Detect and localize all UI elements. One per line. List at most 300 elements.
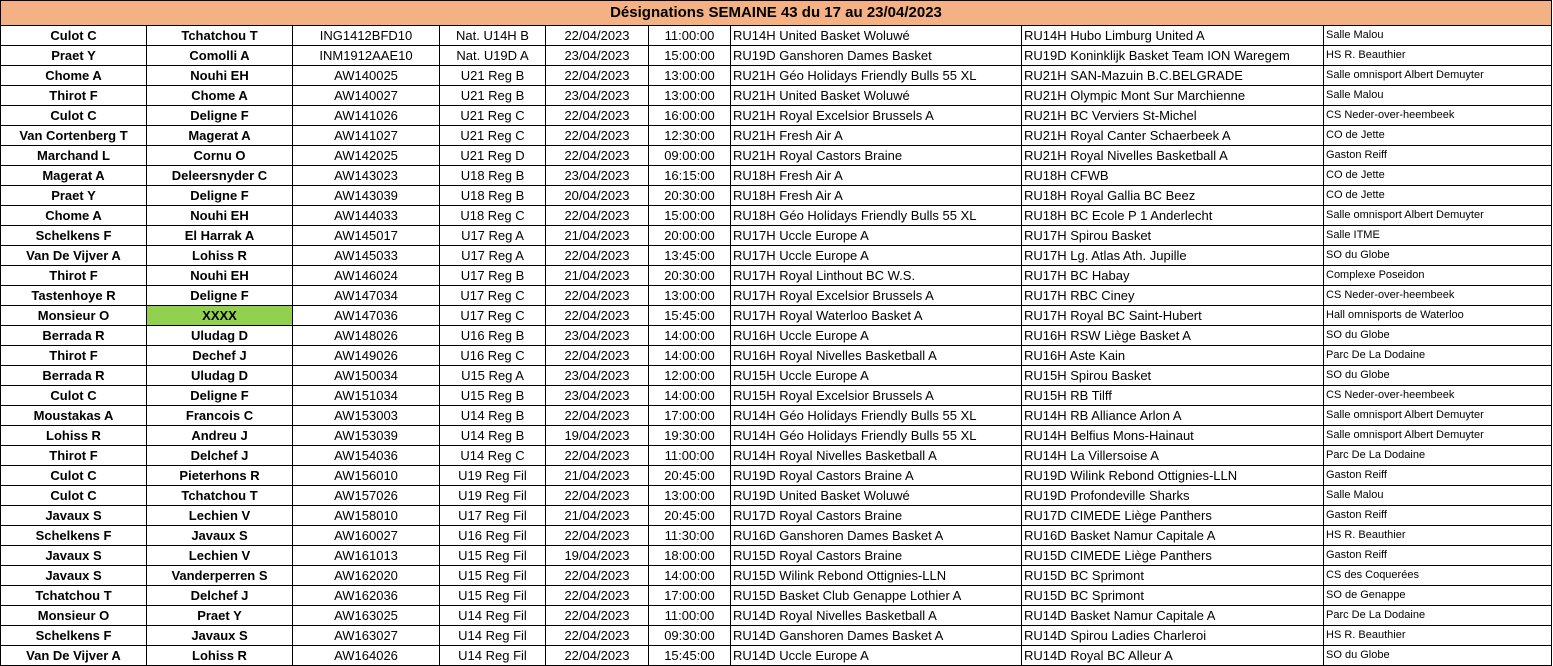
referee-2-cell: Comolli A bbox=[147, 46, 293, 66]
date-cell: 22/04/2023 bbox=[546, 346, 649, 366]
division-cell: U18 Reg B bbox=[440, 186, 546, 206]
date-cell: 22/04/2023 bbox=[546, 446, 649, 466]
referee-1-cell: Javaux S bbox=[1, 566, 147, 586]
table-row bbox=[1, 206, 1552, 226]
referee-2-cell: Nouhi EH bbox=[147, 66, 293, 86]
time-cell: 14:00:00 bbox=[649, 346, 731, 366]
away-team-cell: RU19D Koninklijk Basket Team ION Waregem bbox=[1022, 46, 1324, 66]
date-cell: 19/04/2023 bbox=[546, 426, 649, 446]
table-row bbox=[1, 626, 1552, 646]
table-row bbox=[1, 46, 1552, 66]
away-team-cell: RU21H SAN-Mazuin B.C.BELGRADE bbox=[1022, 66, 1324, 86]
referee-1-cell: Praet Y bbox=[1, 46, 147, 66]
home-team-cell: RU17D Royal Castors Braine bbox=[731, 506, 1022, 526]
home-team-cell: RU14D Royal Nivelles Basketball A bbox=[731, 606, 1022, 626]
date-cell: 22/04/2023 bbox=[546, 486, 649, 506]
away-team-cell: RU18H CFWB bbox=[1022, 166, 1324, 186]
division-cell: U16 Reg B bbox=[440, 326, 546, 346]
division-cell: U19 Reg Fil bbox=[440, 486, 546, 506]
match-code-cell: AW145033 bbox=[293, 246, 440, 266]
venue-cell: SO du Globe bbox=[1324, 246, 1552, 266]
match-code-cell: AW164026 bbox=[293, 646, 440, 666]
referee-2-cell: Javaux S bbox=[147, 526, 293, 546]
home-team-cell: RU19D Ganshoren Dames Basket bbox=[731, 46, 1022, 66]
match-code-cell: AW160027 bbox=[293, 526, 440, 546]
home-team-cell: RU17H Royal Waterloo Basket A bbox=[731, 306, 1022, 326]
time-cell: 12:30:00 bbox=[649, 126, 731, 146]
match-code-cell: AW141026 bbox=[293, 106, 440, 126]
venue-cell: Gaston Reiff bbox=[1324, 146, 1552, 166]
home-team-cell: RU21H Royal Excelsior Brussels A bbox=[731, 106, 1022, 126]
venue-cell: CO de Jette bbox=[1324, 126, 1552, 146]
home-team-cell: RU14H Géo Holidays Friendly Bulls 55 XL bbox=[731, 426, 1022, 446]
home-team-cell: RU19D United Basket Woluwé bbox=[731, 486, 1022, 506]
table-row bbox=[1, 546, 1552, 566]
division-cell: U17 Reg C bbox=[440, 286, 546, 306]
home-team-cell: RU19D Royal Castors Braine A bbox=[731, 466, 1022, 486]
venue-cell: Salle Malou bbox=[1324, 26, 1552, 46]
time-cell: 19:30:00 bbox=[649, 426, 731, 446]
table-row bbox=[1, 606, 1552, 626]
table-row bbox=[1, 286, 1552, 306]
away-team-cell: RU21H Royal Canter Schaerbeek A bbox=[1022, 126, 1324, 146]
match-code-cell: AW143023 bbox=[293, 166, 440, 186]
referee-1-cell: Tastenhoye R bbox=[1, 286, 147, 306]
away-team-cell: RU15H Spirou Basket bbox=[1022, 366, 1324, 386]
away-team-cell: RU17H RBC Ciney bbox=[1022, 286, 1324, 306]
home-team-cell: RU21H United Basket Woluwé bbox=[731, 86, 1022, 106]
venue-cell: Gaston Reiff bbox=[1324, 466, 1552, 486]
match-code-cell: AW141027 bbox=[293, 126, 440, 146]
referee-1-cell: Tchatchou T bbox=[1, 586, 147, 606]
title-row bbox=[1, 1, 1552, 26]
date-cell: 22/04/2023 bbox=[546, 126, 649, 146]
table-row bbox=[1, 346, 1552, 366]
time-cell: 13:00:00 bbox=[649, 86, 731, 106]
time-cell: 14:00:00 bbox=[649, 386, 731, 406]
referee-2-cell: Javaux S bbox=[147, 626, 293, 646]
match-code-cell: AW143039 bbox=[293, 186, 440, 206]
time-cell: 15:45:00 bbox=[649, 306, 731, 326]
away-team-cell: RU14H Belfius Mons-Hainaut bbox=[1022, 426, 1324, 446]
division-cell: U15 Reg B bbox=[440, 386, 546, 406]
home-team-cell: RU14D Ganshoren Dames Basket A bbox=[731, 626, 1022, 646]
referee-2-cell: Deligne F bbox=[147, 386, 293, 406]
referee-1-cell: Culot C bbox=[1, 106, 147, 126]
date-cell: 21/04/2023 bbox=[546, 226, 649, 246]
date-cell: 22/04/2023 bbox=[546, 646, 649, 666]
table-row bbox=[1, 306, 1552, 326]
venue-cell: Salle Malou bbox=[1324, 486, 1552, 506]
referee-2-cell: Delchef J bbox=[147, 586, 293, 606]
referee-2-cell: Lechien V bbox=[147, 546, 293, 566]
home-team-cell: RU18H Géo Holidays Friendly Bulls 55 XL bbox=[731, 206, 1022, 226]
time-cell: 11:00:00 bbox=[649, 26, 731, 46]
home-team-cell: RU14D Uccle Europe A bbox=[731, 646, 1022, 666]
time-cell: 14:00:00 bbox=[649, 566, 731, 586]
date-cell: 23/04/2023 bbox=[546, 366, 649, 386]
time-cell: 14:00:00 bbox=[649, 326, 731, 346]
home-team-cell: RU17H Uccle Europe A bbox=[731, 226, 1022, 246]
away-team-cell: RU16H Aste Kain bbox=[1022, 346, 1324, 366]
match-code-cell: AW146024 bbox=[293, 266, 440, 286]
time-cell: 13:00:00 bbox=[649, 66, 731, 86]
time-cell: 18:00:00 bbox=[649, 546, 731, 566]
venue-cell: CS Neder-over-heembeek bbox=[1324, 286, 1552, 306]
match-code-cell: AW150034 bbox=[293, 366, 440, 386]
away-team-cell: RU17H Royal BC Saint-Hubert bbox=[1022, 306, 1324, 326]
table-row bbox=[1, 26, 1552, 46]
home-team-cell: RU16D Ganshoren Dames Basket A bbox=[731, 526, 1022, 546]
match-code-cell: AW149026 bbox=[293, 346, 440, 366]
away-team-cell: RU17H Spirou Basket bbox=[1022, 226, 1324, 246]
referee-2-cell: Deligne F bbox=[147, 186, 293, 206]
division-cell: U18 Reg B bbox=[440, 166, 546, 186]
table-row bbox=[1, 266, 1552, 286]
time-cell: 11:30:00 bbox=[649, 526, 731, 546]
venue-cell: SO de Genappe bbox=[1324, 586, 1552, 606]
referee-1-cell: Magerat A bbox=[1, 166, 147, 186]
away-team-cell: RU18H Royal Gallia BC Beez bbox=[1022, 186, 1324, 206]
venue-cell: SO du Globe bbox=[1324, 326, 1552, 346]
date-cell: 22/04/2023 bbox=[546, 406, 649, 426]
away-team-cell: RU15D BC Sprimont bbox=[1022, 586, 1324, 606]
table-row bbox=[1, 446, 1552, 466]
time-cell: 15:00:00 bbox=[649, 206, 731, 226]
home-team-cell: RU15D Wilink Rebond Ottignies-LLN bbox=[731, 566, 1022, 586]
referee-2-cell: El Harrak A bbox=[147, 226, 293, 246]
time-cell: 09:00:00 bbox=[649, 146, 731, 166]
division-cell: U15 Reg Fil bbox=[440, 566, 546, 586]
date-cell: 23/04/2023 bbox=[546, 46, 649, 66]
referee-2-cell: Uludag D bbox=[147, 366, 293, 386]
table-row bbox=[1, 106, 1552, 126]
date-cell: 22/04/2023 bbox=[546, 286, 649, 306]
away-team-cell: RU14H La Villersoise A bbox=[1022, 446, 1324, 466]
table-row bbox=[1, 366, 1552, 386]
time-cell: 09:30:00 bbox=[649, 626, 731, 646]
division-cell: U15 Reg Fil bbox=[440, 586, 546, 606]
referee-2-cell: Delchef J bbox=[147, 446, 293, 466]
referee-2-cell: Lohiss R bbox=[147, 646, 293, 666]
time-cell: 17:00:00 bbox=[649, 406, 731, 426]
referee-2-cell: Andreu J bbox=[147, 426, 293, 446]
away-team-cell: RU14D Spirou Ladies Charleroi bbox=[1022, 626, 1324, 646]
time-cell: 16:00:00 bbox=[649, 106, 731, 126]
referee-2-cell: Tchatchou T bbox=[147, 486, 293, 506]
referee-1-cell: Berrada R bbox=[1, 326, 147, 346]
match-code-cell: AW151034 bbox=[293, 386, 440, 406]
table-row bbox=[1, 506, 1552, 526]
time-cell: 13:00:00 bbox=[649, 486, 731, 506]
away-team-cell: RU21H Olympic Mont Sur Marchienne bbox=[1022, 86, 1324, 106]
division-cell: U19 Reg Fil bbox=[440, 466, 546, 486]
table-row bbox=[1, 246, 1552, 266]
table-row bbox=[1, 466, 1552, 486]
venue-cell: Salle ITME bbox=[1324, 226, 1552, 246]
referee-1-cell: Culot C bbox=[1, 26, 147, 46]
home-team-cell: RU17H Uccle Europe A bbox=[731, 246, 1022, 266]
division-cell: U17 Reg A bbox=[440, 246, 546, 266]
referee-1-cell: Berrada R bbox=[1, 366, 147, 386]
division-cell: U18 Reg C bbox=[440, 206, 546, 226]
time-cell: 20:00:00 bbox=[649, 226, 731, 246]
home-team-cell: RU16H Uccle Europe A bbox=[731, 326, 1022, 346]
date-cell: 22/04/2023 bbox=[546, 206, 649, 226]
venue-cell: SO du Globe bbox=[1324, 646, 1552, 666]
match-code-cell: AW154036 bbox=[293, 446, 440, 466]
venue-cell: Salle Malou bbox=[1324, 86, 1552, 106]
away-team-cell: RU17D CIMEDE Liège Panthers bbox=[1022, 506, 1324, 526]
match-code-cell: AW161013 bbox=[293, 546, 440, 566]
referee-1-cell: Van De Vijver A bbox=[1, 646, 147, 666]
time-cell: 20:30:00 bbox=[649, 186, 731, 206]
referee-2-cell: Lohiss R bbox=[147, 246, 293, 266]
home-team-cell: RU14H Royal Nivelles Basketball A bbox=[731, 446, 1022, 466]
referee-2-cell: Magerat A bbox=[147, 126, 293, 146]
match-code-cell: AW153039 bbox=[293, 426, 440, 446]
division-cell: U17 Reg A bbox=[440, 226, 546, 246]
match-code-cell: AW156010 bbox=[293, 466, 440, 486]
date-cell: 21/04/2023 bbox=[546, 506, 649, 526]
time-cell: 15:00:00 bbox=[649, 46, 731, 66]
venue-cell: Gaston Reiff bbox=[1324, 506, 1552, 526]
referee-2-cell: Vanderperren S bbox=[147, 566, 293, 586]
match-code-cell: AW157026 bbox=[293, 486, 440, 506]
date-cell: 22/04/2023 bbox=[546, 526, 649, 546]
referee-2-cell: Deligne F bbox=[147, 106, 293, 126]
referee-1-cell: Schelkens F bbox=[1, 226, 147, 246]
referee-2-cell: Nouhi EH bbox=[147, 266, 293, 286]
away-team-cell: RU19D Profondeville Sharks bbox=[1022, 486, 1324, 506]
referee-1-cell: Culot C bbox=[1, 466, 147, 486]
match-code-cell: AW163025 bbox=[293, 606, 440, 626]
time-cell: 20:30:00 bbox=[649, 266, 731, 286]
referee-2-cell: XXXX bbox=[147, 306, 293, 326]
venue-cell: Parc De La Dodaine bbox=[1324, 346, 1552, 366]
division-cell: U17 Reg C bbox=[440, 306, 546, 326]
away-team-cell: RU18H BC Ecole P 1 Anderlecht bbox=[1022, 206, 1324, 226]
away-team-cell: RU16H RSW Liège Basket A bbox=[1022, 326, 1324, 346]
date-cell: 22/04/2023 bbox=[546, 246, 649, 266]
time-cell: 20:45:00 bbox=[649, 466, 731, 486]
home-team-cell: RU15D Royal Castors Braine bbox=[731, 546, 1022, 566]
date-cell: 22/04/2023 bbox=[546, 566, 649, 586]
venue-cell: CO de Jette bbox=[1324, 186, 1552, 206]
venue-cell: HS R. Beauthier bbox=[1324, 626, 1552, 646]
match-code-cell: AW162020 bbox=[293, 566, 440, 586]
venue-cell: Complexe Poseidon bbox=[1324, 266, 1552, 286]
division-cell: U15 Reg A bbox=[440, 366, 546, 386]
venue-cell: Salle omnisport Albert Demuyter bbox=[1324, 406, 1552, 426]
referee-1-cell: Thirot F bbox=[1, 446, 147, 466]
table-row bbox=[1, 566, 1552, 586]
table-row bbox=[1, 406, 1552, 426]
referee-1-cell: Thirot F bbox=[1, 266, 147, 286]
home-team-cell: RU17H Royal Linthout BC W.S. bbox=[731, 266, 1022, 286]
home-team-cell: RU21H Fresh Air A bbox=[731, 126, 1022, 146]
referee-1-cell: Praet Y bbox=[1, 186, 147, 206]
division-cell: U14 Reg B bbox=[440, 406, 546, 426]
venue-cell: Parc De La Dodaine bbox=[1324, 606, 1552, 626]
match-code-cell: AW153003 bbox=[293, 406, 440, 426]
date-cell: 22/04/2023 bbox=[546, 606, 649, 626]
date-cell: 22/04/2023 bbox=[546, 626, 649, 646]
sheet-title: Désignations SEMAINE 43 du 17 au 23/04/2023 bbox=[1, 1, 1552, 26]
home-team-cell: RU17H Royal Excelsior Brussels A bbox=[731, 286, 1022, 306]
away-team-cell: RU21H BC Verviers St-Michel bbox=[1022, 106, 1324, 126]
match-code-cell: AW145017 bbox=[293, 226, 440, 246]
match-code-cell: AW163027 bbox=[293, 626, 440, 646]
division-cell: U14 Reg B bbox=[440, 426, 546, 446]
venue-cell: CS des Coquerées bbox=[1324, 566, 1552, 586]
match-code-cell: AW158010 bbox=[293, 506, 440, 526]
division-cell: U21 Reg C bbox=[440, 106, 546, 126]
match-code-cell: AW147036 bbox=[293, 306, 440, 326]
division-cell: U21 Reg C bbox=[440, 126, 546, 146]
match-code-cell: AW162036 bbox=[293, 586, 440, 606]
away-team-cell: RU14D Basket Namur Capitale A bbox=[1022, 606, 1324, 626]
away-team-cell: RU14H RB Alliance Arlon A bbox=[1022, 406, 1324, 426]
date-cell: 21/04/2023 bbox=[546, 466, 649, 486]
home-team-cell: RU16H Royal Nivelles Basketball A bbox=[731, 346, 1022, 366]
referee-2-cell: Deligne F bbox=[147, 286, 293, 306]
table-row bbox=[1, 646, 1552, 666]
match-code-cell: AW147034 bbox=[293, 286, 440, 306]
referee-1-cell: Javaux S bbox=[1, 546, 147, 566]
referee-2-cell: Lechien V bbox=[147, 506, 293, 526]
referee-1-cell: Monsieur O bbox=[1, 306, 147, 326]
referee-2-cell: Uludag D bbox=[147, 326, 293, 346]
referee-2-cell: Dechef J bbox=[147, 346, 293, 366]
table-row bbox=[1, 486, 1552, 506]
home-team-cell: RU15H Royal Excelsior Brussels A bbox=[731, 386, 1022, 406]
time-cell: 11:00:00 bbox=[649, 606, 731, 626]
date-cell: 22/04/2023 bbox=[546, 146, 649, 166]
referee-2-cell: Cornu O bbox=[147, 146, 293, 166]
match-code-cell: AW142025 bbox=[293, 146, 440, 166]
division-cell: U17 Reg Fil bbox=[440, 506, 546, 526]
referee-1-cell: Lohiss R bbox=[1, 426, 147, 446]
date-cell: 23/04/2023 bbox=[546, 386, 649, 406]
away-team-cell: RU16D Basket Namur Capitale A bbox=[1022, 526, 1324, 546]
away-team-cell: RU17H BC Habay bbox=[1022, 266, 1324, 286]
away-team-cell: RU21H Royal Nivelles Basketball A bbox=[1022, 146, 1324, 166]
table-row bbox=[1, 326, 1552, 346]
away-team-cell: RU17H Lg. Atlas Ath. Jupille bbox=[1022, 246, 1324, 266]
match-code-cell: AW140027 bbox=[293, 86, 440, 106]
table-row bbox=[1, 226, 1552, 246]
referee-2-cell: Francois C bbox=[147, 406, 293, 426]
match-code-cell: AW144033 bbox=[293, 206, 440, 226]
date-cell: 23/04/2023 bbox=[546, 166, 649, 186]
away-team-cell: RU19D Wilink Rebond Ottignies-LLN bbox=[1022, 466, 1324, 486]
division-cell: U15 Reg Fil bbox=[440, 546, 546, 566]
division-cell: U14 Reg Fil bbox=[440, 606, 546, 626]
home-team-cell: RU15D Basket Club Genappe Lothier A bbox=[731, 586, 1022, 606]
time-cell: 17:00:00 bbox=[649, 586, 731, 606]
referee-1-cell: Thirot F bbox=[1, 86, 147, 106]
table-row bbox=[1, 586, 1552, 606]
home-team-cell: RU14H United Basket Woluwé bbox=[731, 26, 1022, 46]
referee-2-cell: Deleersnyder C bbox=[147, 166, 293, 186]
away-team-cell: RU15D BC Sprimont bbox=[1022, 566, 1324, 586]
table-row bbox=[1, 86, 1552, 106]
away-team-cell: RU15H RB Tilff bbox=[1022, 386, 1324, 406]
venue-cell: Hall omnisports de Waterloo bbox=[1324, 306, 1552, 326]
home-team-cell: RU21H Royal Castors Braine bbox=[731, 146, 1022, 166]
venue-cell: CO de Jette bbox=[1324, 166, 1552, 186]
referee-1-cell: Marchand L bbox=[1, 146, 147, 166]
referee-1-cell: Culot C bbox=[1, 486, 147, 506]
venue-cell: Salle omnisport Albert Demuyter bbox=[1324, 426, 1552, 446]
table-row bbox=[1, 526, 1552, 546]
match-code-cell: ING1412BFD10 bbox=[293, 26, 440, 46]
division-cell: U16 Reg C bbox=[440, 346, 546, 366]
date-cell: 19/04/2023 bbox=[546, 546, 649, 566]
venue-cell: Gaston Reiff bbox=[1324, 546, 1552, 566]
time-cell: 16:15:00 bbox=[649, 166, 731, 186]
home-team-cell: RU15H Uccle Europe A bbox=[731, 366, 1022, 386]
referee-2-cell: Tchatchou T bbox=[147, 26, 293, 46]
date-cell: 22/04/2023 bbox=[546, 586, 649, 606]
referee-1-cell: Chome A bbox=[1, 66, 147, 86]
referee-1-cell: Van Cortenberg T bbox=[1, 126, 147, 146]
referee-2-cell: Chome A bbox=[147, 86, 293, 106]
time-cell: 20:45:00 bbox=[649, 506, 731, 526]
division-cell: U17 Reg B bbox=[440, 266, 546, 286]
match-code-cell: AW140025 bbox=[293, 66, 440, 86]
referee-1-cell: Javaux S bbox=[1, 506, 147, 526]
date-cell: 22/04/2023 bbox=[546, 306, 649, 326]
date-cell: 22/04/2023 bbox=[546, 26, 649, 46]
division-cell: U16 Reg Fil bbox=[440, 526, 546, 546]
venue-cell: Salle omnisport Albert Demuyter bbox=[1324, 206, 1552, 226]
date-cell: 23/04/2023 bbox=[546, 326, 649, 346]
division-cell: Nat. U14H B bbox=[440, 26, 546, 46]
division-cell: Nat. U19D A bbox=[440, 46, 546, 66]
time-cell: 11:00:00 bbox=[649, 446, 731, 466]
referee-2-cell: Praet Y bbox=[147, 606, 293, 626]
referee-2-cell: Nouhi EH bbox=[147, 206, 293, 226]
table-row bbox=[1, 386, 1552, 406]
referee-1-cell: Chome A bbox=[1, 206, 147, 226]
match-code-cell: INM1912AAE10 bbox=[293, 46, 440, 66]
table-row bbox=[1, 126, 1552, 146]
home-team-cell: RU21H Géo Holidays Friendly Bulls 55 XL bbox=[731, 66, 1022, 86]
home-team-cell: RU18H Fresh Air A bbox=[731, 166, 1022, 186]
venue-cell: Parc De La Dodaine bbox=[1324, 446, 1552, 466]
referee-1-cell: Moustakas A bbox=[1, 406, 147, 426]
referee-1-cell: Culot C bbox=[1, 386, 147, 406]
date-cell: 22/04/2023 bbox=[546, 106, 649, 126]
division-cell: U21 Reg B bbox=[440, 86, 546, 106]
venue-cell: SO du Globe bbox=[1324, 366, 1552, 386]
time-cell: 13:45:00 bbox=[649, 246, 731, 266]
referee-1-cell: Schelkens F bbox=[1, 626, 147, 646]
date-cell: 20/04/2023 bbox=[546, 186, 649, 206]
division-cell: U21 Reg D bbox=[440, 146, 546, 166]
away-team-cell: RU14D Royal BC Alleur A bbox=[1022, 646, 1324, 666]
referee-1-cell: Thirot F bbox=[1, 346, 147, 366]
date-cell: 22/04/2023 bbox=[546, 66, 649, 86]
match-code-cell: AW148026 bbox=[293, 326, 440, 346]
home-team-cell: RU18H Fresh Air A bbox=[731, 186, 1022, 206]
table-row bbox=[1, 186, 1552, 206]
away-team-cell: RU14H Hubo Limburg United A bbox=[1022, 26, 1324, 46]
division-cell: U14 Reg C bbox=[440, 446, 546, 466]
date-cell: 23/04/2023 bbox=[546, 86, 649, 106]
